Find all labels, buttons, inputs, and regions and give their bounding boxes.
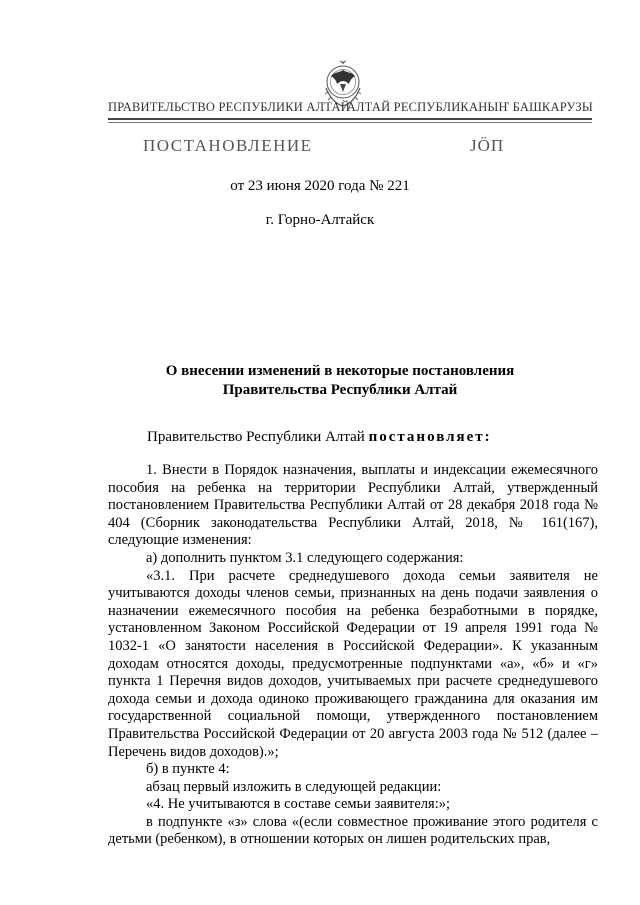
header-rule-thick	[108, 118, 592, 120]
org-name-russian: ПРАВИТЕЛЬСТВО РЕСПУБЛИКИ АЛТАЙ	[108, 100, 350, 114]
paragraph-6: «4. Не учитываются в составе семьи заявителя:»;	[146, 796, 451, 813]
document-body	[108, 462, 598, 849]
intro-verb: постановляет:	[368, 429, 492, 445]
document-title	[100, 362, 580, 400]
intro-statement	[147, 429, 492, 446]
paragraph-2: а) дополнить пунктом 3.1 следующего содержания:	[146, 549, 464, 566]
document-date-number: от 23 июня 2020 года № 221	[230, 178, 410, 194]
doc-type-altai: JӦП	[470, 136, 505, 155]
intro-prefix: Правительство Республики Алтай	[147, 429, 369, 445]
header-rule-thin	[108, 122, 592, 123]
title-line-2: Правительства Республики Алтай	[222, 382, 458, 398]
title-line-1: О внесении изменений в некоторые постановления	[165, 363, 515, 379]
paragraph-3: «3.1. При расчете среднедушевого дохода семьи заявителя не учитываются доходы членов семьи, признанных на день подачи заявления о назначении ежемесячного пособия на ребенка безработными в порядке, установленном Законом Российской Федерации от 19 апреля 1991 года № 1032-1 «О занятости населения в Российской Федерации». К указанным доходам относятся доходы, предусмотренные подпунктами «а», «б» и «г» пункта 1 Перечня видов доходов, учитываемых при расчете среднедушевого дохода семьи и дохода одиноко проживающего гражданина для оказания им государственной социальной помощи, утвержденного постановлением Правительства Российской Федерации от 20 августа 2003 года № 512 (далее – Перечень видов доходов).»;	[108, 567, 598, 760]
doc-type-russian: ПОСТАНОВЛЕНИЕ	[143, 136, 313, 155]
document-city: г. Горно-Алтайск	[265, 212, 375, 228]
paragraph-1: 1. Внести в Порядок назначения, выплаты и индексации ежемесячного пособия на ребенка на территории Республики Алтай, утвержденный постановлением Правительства Республики Алтай от 28 декабря 2018 года № 404 (Сборник законодательства Республики Алтай, 2018, № 161(167), следующие изменения:	[108, 462, 598, 549]
org-name-altai: АЛТАЙ РЕСПУБЛИКАНЫҤ БАШКАРУЗЫ	[346, 100, 593, 114]
paragraph-5: абзац первый изложить в следующей редакции:	[146, 778, 442, 795]
paragraph-7: в подпункте «з» слова «(если совместное проживание этого родителя с детьми (ребенком), в отношении которых он лишен родительских прав,	[108, 813, 598, 848]
paragraph-4: б) в пункте 4:	[146, 761, 230, 778]
